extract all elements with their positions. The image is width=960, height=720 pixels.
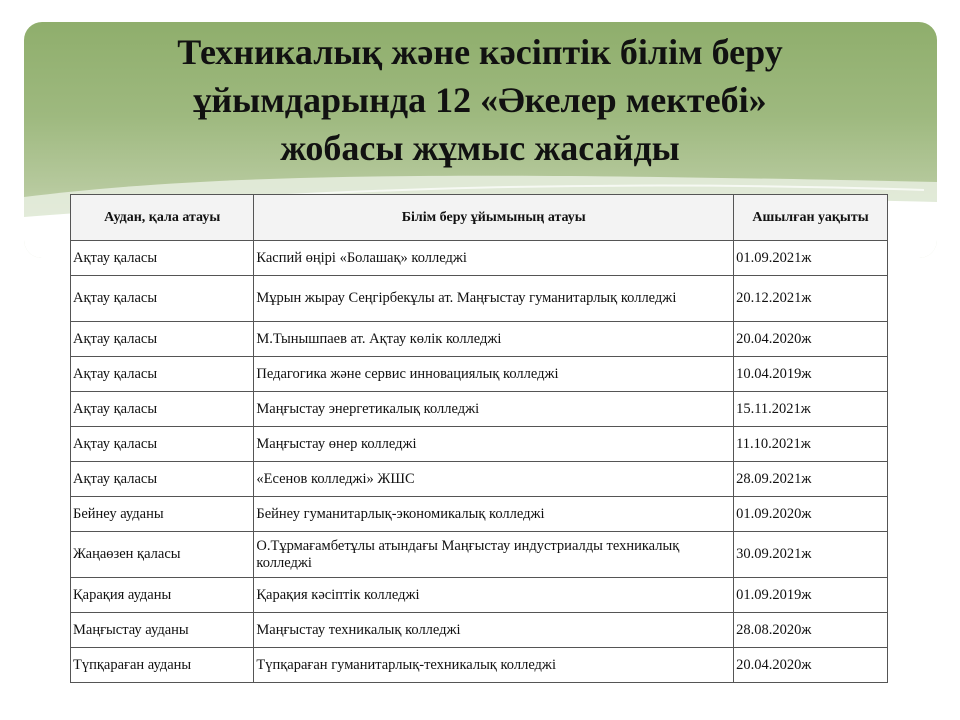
cell-opened: 28.08.2020ж — [734, 613, 888, 648]
cell-opened: 20.04.2020ж — [734, 648, 888, 683]
table-row — [71, 392, 888, 427]
header-district: Аудан, қала атауы — [71, 195, 254, 241]
cell-district: Түпқараған ауданы — [71, 648, 254, 683]
header-organization: Білім беру ұйымының атауы — [254, 195, 734, 241]
cell-opened: 01.09.2019ж — [734, 578, 888, 613]
colleges-table-container — [70, 194, 888, 683]
cell-organization: Педагогика және сервис инновациялық колледжі — [254, 357, 734, 392]
cell-district: Ақтау қаласы — [71, 241, 254, 276]
cell-district: Ақтау қаласы — [71, 276, 254, 322]
colleges-table — [70, 194, 888, 683]
cell-district: Жаңаөзен қаласы — [71, 532, 254, 578]
cell-opened: 30.09.2021ж — [734, 532, 888, 578]
cell-opened: 15.11.2021ж — [734, 392, 888, 427]
table-row — [71, 276, 888, 322]
slide-title — [60, 28, 900, 172]
cell-district: Ақтау қаласы — [71, 357, 254, 392]
table-row — [71, 578, 888, 613]
cell-organization: Каспий өңірі «Болашақ» колледжі — [254, 241, 734, 276]
table-row — [71, 613, 888, 648]
table-header-row — [71, 195, 888, 241]
table-row — [71, 322, 888, 357]
table-row — [71, 357, 888, 392]
cell-opened: 28.09.2021ж — [734, 462, 888, 497]
cell-opened: 20.04.2020ж — [734, 322, 888, 357]
cell-opened: 20.12.2021ж — [734, 276, 888, 322]
table-row — [71, 462, 888, 497]
cell-district: Ақтау қаласы — [71, 462, 254, 497]
cell-district: Бейнеу ауданы — [71, 497, 254, 532]
cell-organization: Түпқараған гуманитарлық-техникалық колледжі — [254, 648, 734, 683]
cell-organization: Маңғыстау энергетикалық колледжі — [254, 392, 734, 427]
cell-district: Ақтау қаласы — [71, 427, 254, 462]
table-row — [71, 427, 888, 462]
cell-district: Маңғыстау ауданы — [71, 613, 254, 648]
cell-opened: 10.04.2019ж — [734, 357, 888, 392]
cell-organization: «Есенов колледжі» ЖШС — [254, 462, 734, 497]
cell-organization: Маңғыстау өнер колледжі — [254, 427, 734, 462]
cell-district: Қарақия ауданы — [71, 578, 254, 613]
cell-organization: Мұрын жырау Сеңгірбекұлы ат. Маңғыстау гуманитарлық колледжі — [254, 276, 734, 322]
title-line-1: Техникалық және кәсіптік білім беру — [177, 32, 783, 72]
cell-organization: Қарақия кәсіптік колледжі — [254, 578, 734, 613]
title-line-2: ұйымдарында 12 «Әкелер мектебі» — [193, 80, 767, 120]
cell-organization: О.Тұрмағамбетұлы атындағы Маңғыстау индустриалды техникалық колледжі — [254, 532, 734, 578]
table-row — [71, 648, 888, 683]
cell-opened: 11.10.2021ж — [734, 427, 888, 462]
cell-district: Ақтау қаласы — [71, 392, 254, 427]
table-row — [71, 497, 888, 532]
table-row — [71, 532, 888, 578]
cell-organization: Бейнеу гуманитарлық-экономикалық колледжі — [254, 497, 734, 532]
cell-organization: М.Тынышпаев ат. Ақтау көлік колледжі — [254, 322, 734, 357]
cell-organization: Маңғыстау техникалық колледжі — [254, 613, 734, 648]
table-row — [71, 241, 888, 276]
cell-opened: 01.09.2021ж — [734, 241, 888, 276]
header-opened: Ашылған уақыты — [734, 195, 888, 241]
title-line-3: жобасы жұмыс жасайды — [280, 128, 680, 168]
cell-opened: 01.09.2020ж — [734, 497, 888, 532]
cell-district: Ақтау қаласы — [71, 322, 254, 357]
